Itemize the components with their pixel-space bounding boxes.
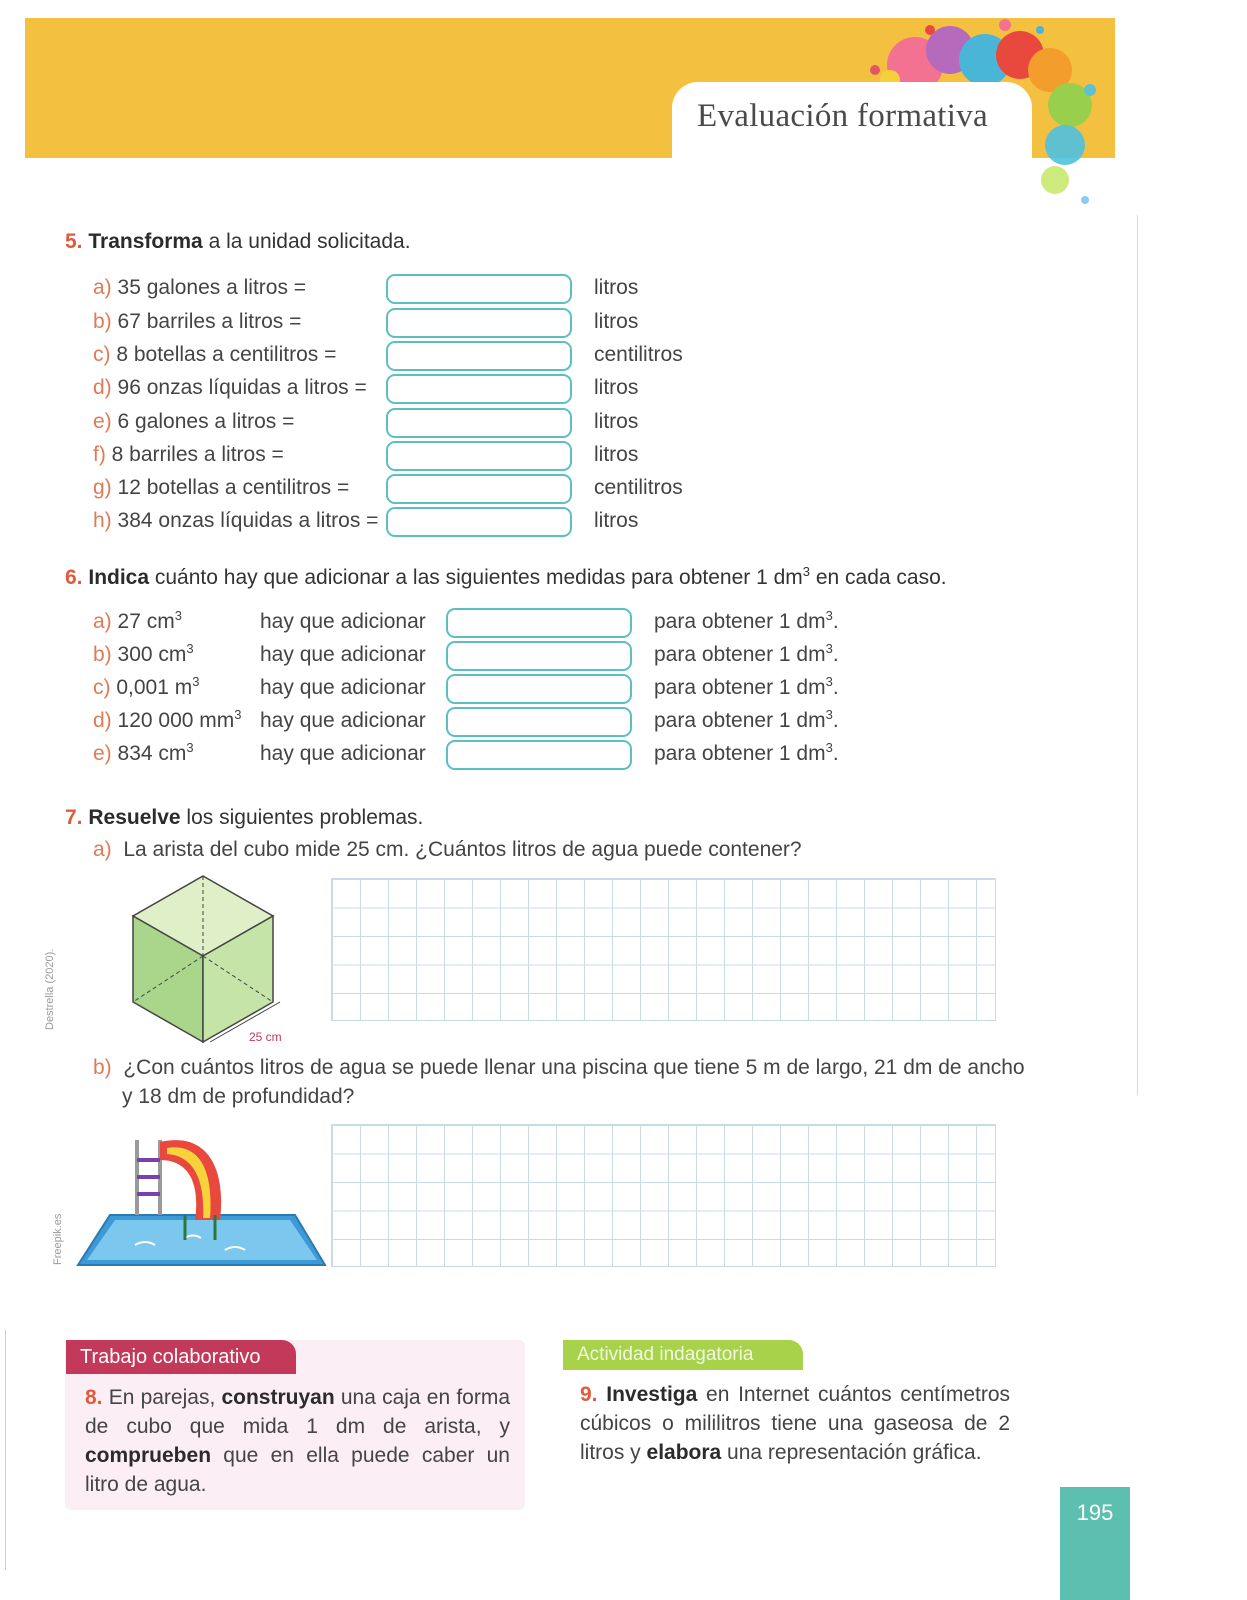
- measure-label: [93, 610, 182, 634]
- item-text: 8 barriles a litros =: [105, 443, 284, 466]
- text: que en ella puede caber un litro de agua.: [85, 1444, 510, 1496]
- unit-label: litros: [594, 509, 639, 532]
- problem-text: ¿Con cuántos litros de agua se puede llenar una piscina que tiene 5 m de largo, 21 dm de ancho: [123, 1056, 1025, 1079]
- item-letter: h): [93, 509, 112, 532]
- item-letter: g): [93, 476, 112, 499]
- result-dot: .: [832, 742, 839, 765]
- unit-label: litros: [594, 276, 639, 299]
- add-phrase: hay que adicionar: [260, 643, 426, 666]
- superscript: 3: [186, 641, 194, 656]
- conversion-label: [93, 276, 306, 300]
- item-text: 12 botellas a centilitros =: [111, 476, 350, 499]
- result-text: para obtener 1 dm: [654, 676, 826, 699]
- result-text: para obtener 1 dm: [654, 709, 826, 732]
- item-letter: d): [93, 376, 112, 399]
- page-number: 195: [1076, 1500, 1114, 1525]
- pool-slide-illustration: [75, 1120, 330, 1270]
- item-letter: b): [93, 1056, 112, 1079]
- image-credit: Freepik.es: [52, 1213, 64, 1265]
- item-text: 6 galones a litros =: [111, 410, 295, 433]
- measure-label: [93, 643, 194, 667]
- exercise-number: 5.: [65, 230, 83, 253]
- answer-box[interactable]: [386, 308, 572, 338]
- left-margin-rule: [5, 1330, 6, 1570]
- superscript: 3: [186, 740, 194, 755]
- result-phrase: [654, 643, 839, 667]
- work-grid-b[interactable]: [331, 1124, 996, 1267]
- exercise-verb: Resuelve: [88, 806, 181, 829]
- item-text: 384 onzas líquidas a litros =: [111, 509, 379, 532]
- result-dot: .: [832, 643, 839, 666]
- exercise-number: 7.: [65, 806, 83, 829]
- bold-verb: elabora: [646, 1441, 722, 1464]
- item-letter: a): [93, 276, 112, 299]
- conversion-label: [93, 376, 367, 400]
- exercise-instruction: cuánto hay que adicionar a las siguientes medidas para obtener 1 dm: [149, 566, 803, 589]
- exercise-5-heading: [65, 230, 411, 254]
- unit-label: litros: [594, 443, 639, 466]
- superscript: 3: [192, 674, 200, 689]
- item-letter: c): [93, 676, 111, 699]
- image-credit: Destrella (2020).: [44, 948, 56, 1030]
- item-text: 8 botellas a centilitros =: [110, 343, 337, 366]
- result-text: para obtener 1 dm: [654, 610, 826, 633]
- exercise-number: 9.: [580, 1383, 598, 1406]
- result-dot: .: [832, 676, 839, 699]
- item-text: 96 onzas líquidas a litros =: [111, 376, 367, 399]
- unit-label: litros: [594, 310, 639, 333]
- exercise-verb: Transforma: [88, 230, 203, 253]
- work-grid-a[interactable]: [331, 878, 996, 1021]
- item-letter: b): [93, 310, 112, 333]
- conversion-label: [93, 310, 301, 334]
- result-dot: .: [832, 610, 839, 633]
- answer-box[interactable]: [446, 740, 632, 770]
- superscript: 3: [825, 740, 833, 755]
- page-title: Evaluación formativa: [697, 98, 988, 134]
- problem-text: La arista del cubo mide 25 cm. ¿Cuántos litros de agua puede contener?: [123, 838, 802, 861]
- exercise-instruction: a la unidad solicitada.: [202, 230, 411, 253]
- exercise-7-heading: [65, 806, 423, 830]
- superscript: 3: [174, 608, 182, 623]
- bold-verb: comprueben: [85, 1444, 212, 1467]
- text: en Internet cuántos centímetros cúbicos o mililitros tiene una gaseosa de 2 litros y: [580, 1383, 1011, 1464]
- add-phrase: hay que adicionar: [260, 676, 426, 699]
- answer-box[interactable]: [386, 474, 572, 504]
- answer-box[interactable]: [446, 641, 632, 671]
- exercise-verb: Indica: [88, 566, 150, 589]
- result-dot: .: [832, 709, 839, 732]
- problem-b-continued: y 18 dm de profundidad?: [122, 1085, 355, 1108]
- answer-box[interactable]: [446, 674, 632, 704]
- exercise-9-text: [580, 1380, 1010, 1467]
- right-margin-rule: [1137, 215, 1138, 1095]
- bold-verb: Investiga: [606, 1383, 698, 1406]
- measure-label: [93, 742, 194, 766]
- answer-box[interactable]: [446, 707, 632, 737]
- result-text: para obtener 1 dm: [654, 742, 826, 765]
- item-letter: a): [93, 838, 112, 861]
- superscript: 3: [234, 707, 242, 722]
- item-value: 27 cm: [111, 610, 175, 633]
- result-phrase: [654, 709, 839, 733]
- problem-b: [93, 1056, 1025, 1080]
- item-letter: b): [93, 643, 112, 666]
- result-phrase: [654, 742, 839, 766]
- exercise-8-text: [85, 1383, 510, 1499]
- superscript: 3: [825, 674, 833, 689]
- exercise-instruction: los siguientes problemas.: [180, 806, 424, 829]
- measure-label: [93, 676, 199, 700]
- add-phrase: hay que adicionar: [260, 610, 426, 633]
- collaborative-work-tag: Trabajo colaborativo: [66, 1340, 296, 1374]
- answer-box[interactable]: [446, 608, 632, 638]
- answer-box[interactable]: [386, 507, 572, 537]
- item-letter: c): [93, 343, 111, 366]
- item-value: 0,001 m: [110, 676, 193, 699]
- item-letter: f): [93, 443, 106, 466]
- unit-label: centilitros: [594, 476, 683, 499]
- result-phrase: [654, 676, 839, 700]
- answer-box[interactable]: [386, 274, 572, 304]
- superscript: 3: [825, 608, 833, 623]
- problem-a: [93, 838, 802, 862]
- conversion-label: [93, 509, 378, 533]
- unit-label: centilitros: [594, 343, 683, 366]
- item-text: 35 galones a litros =: [111, 276, 307, 299]
- answer-box[interactable]: [386, 441, 572, 471]
- conversion-label: [93, 443, 284, 467]
- text: una representación gráfica.: [721, 1441, 982, 1464]
- exercise-number: 6.: [65, 566, 83, 589]
- measure-label: [93, 709, 242, 733]
- conversion-label: [93, 410, 294, 434]
- item-letter: e): [93, 742, 112, 765]
- text: una caja en forma de cubo que mida 1 dm de arista, y: [85, 1386, 511, 1438]
- exercise-6-heading: [65, 566, 947, 590]
- item-value: 120 000 mm: [111, 709, 235, 732]
- item-value: 834 cm: [111, 742, 187, 765]
- text: En parejas,: [102, 1386, 222, 1409]
- item-text: 67 barriles a litros =: [111, 310, 302, 333]
- bold-verb: construyan: [221, 1386, 335, 1409]
- cube-illustration: [130, 872, 290, 1052]
- item-letter: d): [93, 709, 112, 732]
- superscript: 3: [825, 641, 833, 656]
- superscript: 3: [802, 564, 811, 579]
- conversion-label: [93, 476, 349, 500]
- conversion-label: [93, 343, 336, 367]
- add-phrase: hay que adicionar: [260, 709, 426, 732]
- cube-edge-label: 25 cm: [249, 1030, 282, 1044]
- add-phrase: hay que adicionar: [260, 742, 426, 765]
- answer-box[interactable]: [386, 341, 572, 371]
- research-activity-tag: Actividad indagatoria: [563, 1340, 803, 1370]
- exercise-instruction-end: en cada caso.: [810, 566, 947, 589]
- result-text: para obtener 1 dm: [654, 643, 826, 666]
- item-value: 300 cm: [111, 643, 187, 666]
- exercise-number: 8.: [85, 1386, 103, 1409]
- superscript: 3: [825, 707, 833, 722]
- result-phrase: [654, 610, 839, 634]
- answer-box[interactable]: [386, 374, 572, 404]
- unit-label: litros: [594, 410, 639, 433]
- item-letter: e): [93, 410, 112, 433]
- item-letter: a): [93, 610, 112, 633]
- unit-label: litros: [594, 376, 639, 399]
- answer-box[interactable]: [386, 408, 572, 438]
